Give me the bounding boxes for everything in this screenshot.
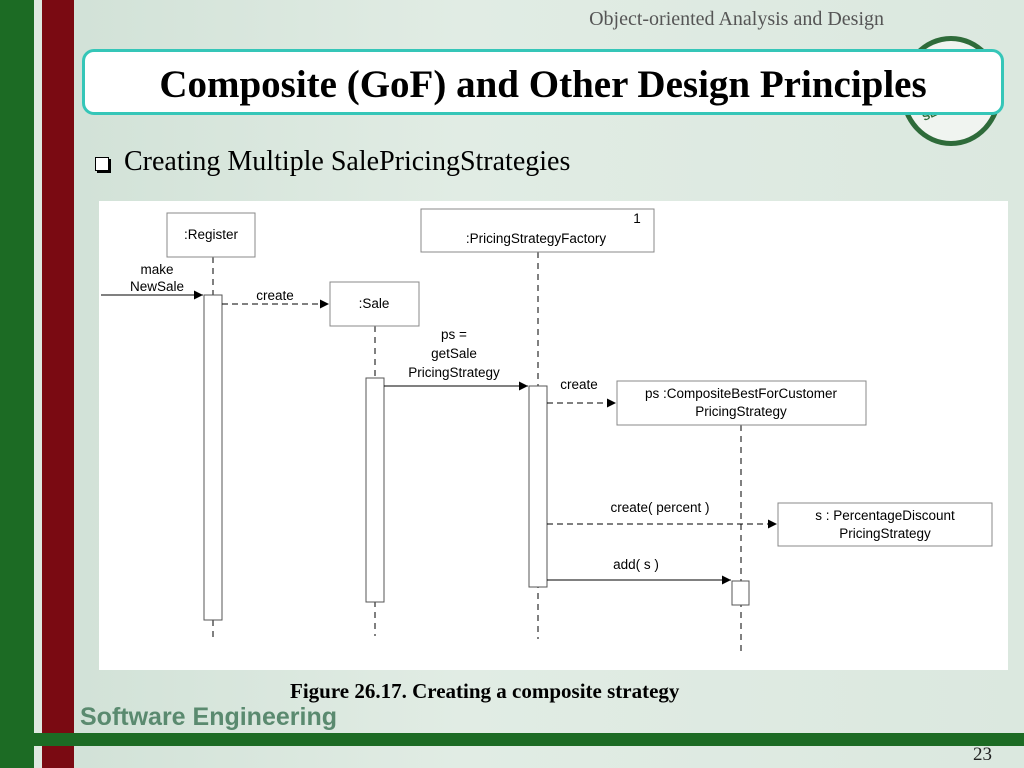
left-green-stripe bbox=[0, 0, 34, 768]
factory-label: :PricingStrategyFactory bbox=[465, 231, 607, 246]
get-strategy-label-line3: PricingStrategy bbox=[408, 365, 500, 380]
slide-title: Composite (GoF) and Other Design Principles bbox=[159, 63, 927, 106]
bullet-text: Creating Multiple SalePricingStrategies bbox=[124, 146, 571, 177]
left-light-stripe bbox=[34, 0, 42, 768]
get-strategy-label-line2: getSale bbox=[431, 346, 477, 361]
title-box bbox=[82, 49, 1004, 115]
composite-label-line1: ps :CompositeBestForCustomer bbox=[644, 386, 838, 401]
get-strategy-label-line1: ps = bbox=[441, 327, 467, 342]
factory-activation bbox=[529, 386, 547, 587]
add-s-label: add( s ) bbox=[613, 557, 659, 572]
create-percent-label: create( percent ) bbox=[610, 500, 710, 515]
footer-band bbox=[0, 733, 1024, 746]
percentage-label-line2: PricingStrategy bbox=[839, 526, 931, 541]
sequence-diagram-figure bbox=[99, 201, 1008, 670]
page-number: 23 bbox=[973, 744, 992, 765]
composite-activation bbox=[732, 581, 749, 605]
percentage-label-line1: s : PercentageDiscount bbox=[815, 508, 955, 523]
sequence-diagram bbox=[99, 201, 1008, 670]
create-sale-label: create bbox=[256, 288, 294, 303]
make-newsale-label-line1: make bbox=[140, 262, 174, 277]
sale-activation bbox=[366, 378, 384, 602]
figure-caption: Figure 26.17. Creating a composite strategy bbox=[290, 679, 680, 703]
create-composite-label: create bbox=[560, 377, 598, 392]
factory-multiplicity: 1 bbox=[633, 211, 641, 226]
footer-label: Software Engineering bbox=[80, 703, 337, 731]
make-newsale-label-line2: NewSale bbox=[129, 279, 185, 294]
composite-label-line2: PricingStrategy bbox=[695, 404, 787, 419]
register-label: :Register bbox=[183, 227, 239, 242]
square-bullet-icon bbox=[95, 157, 109, 171]
left-maroon-stripe bbox=[42, 0, 74, 768]
sale-label: :Sale bbox=[358, 296, 390, 311]
register-activation bbox=[204, 295, 222, 620]
course-header: Object-oriented Analysis and Design bbox=[589, 8, 884, 30]
